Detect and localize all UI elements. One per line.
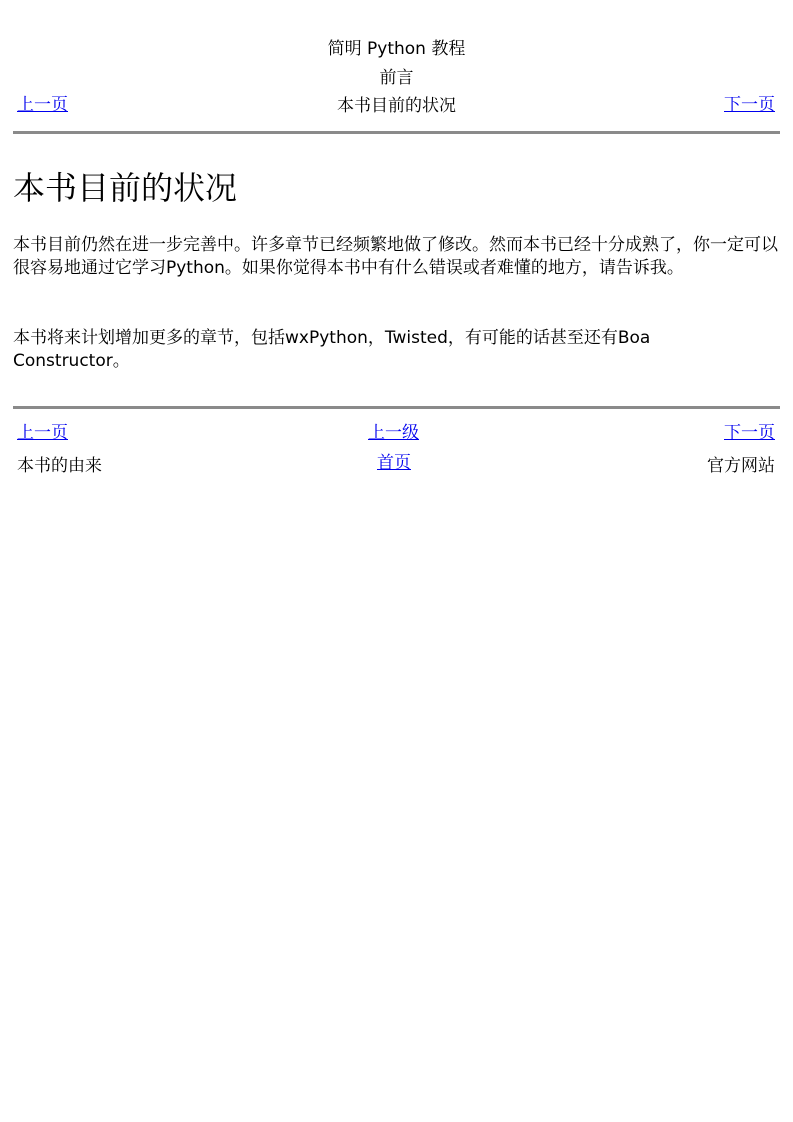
footer-prev-title: 本书的由来 <box>17 456 102 476</box>
page-heading: 本书目前的状况 <box>13 169 238 207</box>
footer-next-title: 官方网站 <box>707 456 775 476</box>
footer-home-link[interactable]: 首页 <box>377 453 411 473</box>
paragraph-plans: 本书将来计划增加更多的章节，包括wxPython，Twisted，有可能的话甚至还有Boa Constructor。 <box>13 328 651 371</box>
footer-divider <box>13 406 780 409</box>
section-title: 本书目前的状况 <box>337 96 456 116</box>
book-title: 简明 Python 教程 <box>327 39 466 59</box>
header-divider <box>13 131 780 134</box>
document-page <box>13 0 780 476</box>
header-next-link[interactable]: 下一页 <box>724 95 775 115</box>
footer-up-link[interactable]: 上一级 <box>368 423 419 443</box>
footer-prev-link[interactable]: 上一页 <box>17 423 68 443</box>
footer-next-link[interactable]: 下一页 <box>724 423 775 443</box>
paragraph-status: 本书目前仍然在进一步完善中。许多章节已经频繁地做了修改。然而本书已经十分成熟了，你一定可以很容易地通过它学习Python。如果你觉得本书中有什么错误或者难懂的地方，请告诉我。 <box>13 235 778 278</box>
navigation-header <box>13 0 780 132</box>
chapter-title: 前言 <box>379 68 414 88</box>
header-prev-link[interactable]: 上一页 <box>17 95 68 115</box>
